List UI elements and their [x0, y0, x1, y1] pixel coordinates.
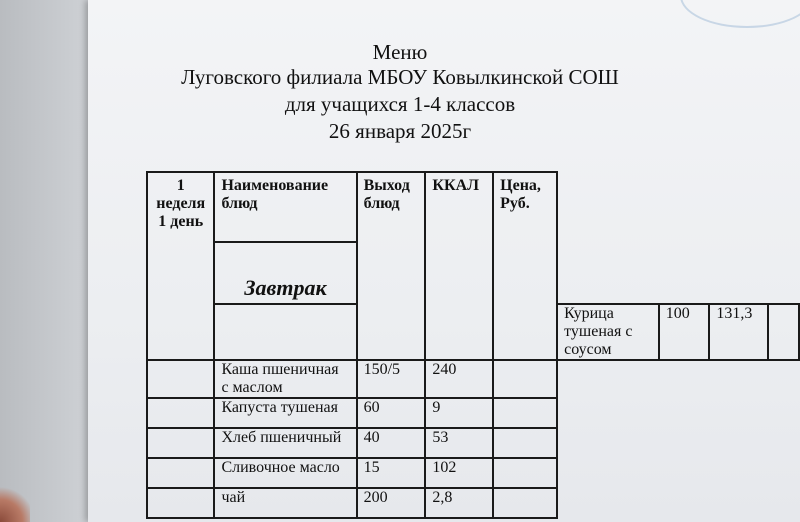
table-row — [147, 488, 799, 518]
dish-name: Сливочное масло — [214, 458, 356, 488]
portion-header: Выход блюд — [357, 172, 426, 360]
portion-value: 40 — [357, 428, 426, 458]
kcal-value: 9 — [425, 398, 493, 428]
menu-table — [146, 171, 800, 519]
portion-value: 15 — [357, 458, 426, 488]
price-value — [493, 398, 557, 428]
table-row — [147, 360, 799, 398]
dish-name: Хлеб пшеничный — [214, 428, 356, 458]
meal-label: Завтрак — [244, 275, 327, 300]
table-row — [147, 458, 799, 488]
kcal-value: 131,3 — [709, 304, 768, 360]
price-value — [768, 304, 799, 360]
kcal-header: ККАЛ — [425, 172, 493, 360]
kcal-value: 240 — [425, 360, 493, 398]
table-header-row — [147, 172, 799, 242]
portion-value: 60 — [357, 398, 426, 428]
week-day-cell: 1 неделя 1 день — [147, 172, 214, 360]
grade-range: для учащихся 1-4 классов — [284, 92, 516, 116]
dish-name: Капуста тушеная — [214, 398, 356, 428]
portion-value: 100 — [659, 304, 710, 360]
price-header: Цена, Руб. — [493, 172, 557, 360]
dish-name-header: Наименование блюд — [214, 172, 356, 242]
dish-name: чай — [214, 488, 356, 518]
meal-label-cell — [214, 242, 356, 304]
price-value — [493, 458, 557, 488]
dish-name: Курица тушеная с соусом — [557, 304, 659, 360]
portion-value: 150/5 — [357, 360, 426, 398]
kcal-value: 102 — [425, 458, 493, 488]
background-object — [0, 482, 30, 522]
stamp-seal — [680, 0, 800, 28]
school-name: Луговского филиала МБОУ Ковылкинской СОШ — [181, 65, 619, 89]
menu-title: Меню — [372, 40, 428, 64]
portion-value: 200 — [357, 488, 426, 518]
price-value — [493, 428, 557, 458]
dish-name: Каша пшеничная с маслом — [214, 360, 356, 398]
price-value — [493, 488, 557, 518]
kcal-value: 53 — [425, 428, 493, 458]
price-value — [493, 360, 557, 398]
menu-date: 26 января 2025г — [328, 119, 472, 143]
kcal-value: 2,8 — [425, 488, 493, 518]
table-row — [147, 428, 799, 458]
table-row — [147, 398, 799, 428]
